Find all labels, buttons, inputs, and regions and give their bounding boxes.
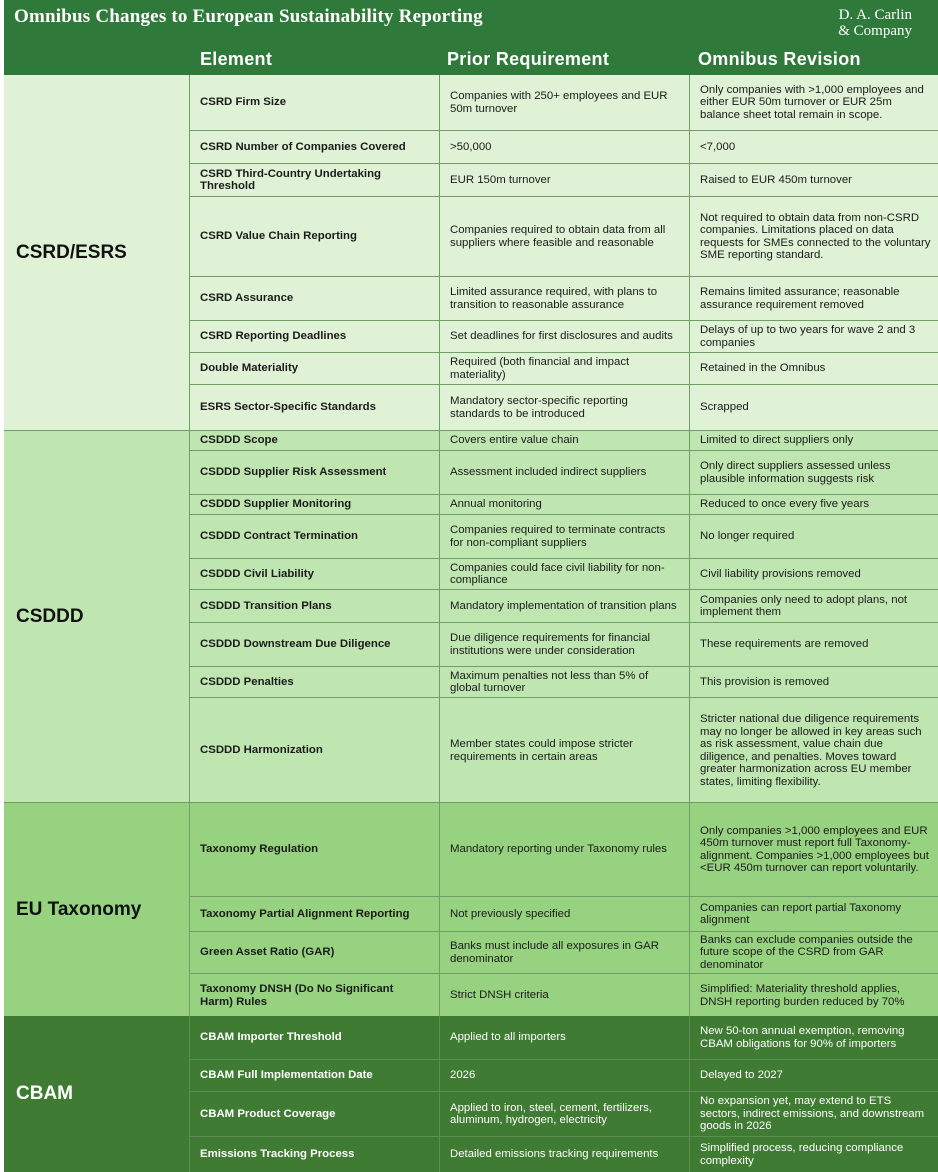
- column-header-prior: Prior Requirement: [447, 49, 610, 69]
- prior-cell: >50,000: [440, 131, 690, 163]
- table-row: [190, 1137, 938, 1172]
- element-cell: CSDDD Supplier Monitoring: [190, 495, 440, 514]
- table-row: [190, 667, 938, 698]
- prior-cell: Set deadlines for first disclosures and audits: [440, 321, 690, 352]
- section-cbam: [4, 1016, 938, 1172]
- revision-cell: Simplified process, reducing compliance complexity: [700, 1142, 904, 1167]
- revision-cell: Reduced to once every five years: [700, 498, 870, 511]
- table-row: [190, 590, 938, 623]
- section-csddd: [4, 430, 938, 802]
- revision-cell: Only companies >1,000 employees and EUR 450m turnover must report full Taxonomy-alignment. Companies >1,000 employees but <EUR 450m turnover can report voluntarily.: [700, 824, 929, 874]
- table-row: [190, 559, 938, 590]
- section-eu-taxonomy: [4, 802, 938, 1016]
- prior-cell: Mandatory implementation of transition plans: [440, 590, 690, 622]
- element-cell: Taxonomy Regulation: [190, 803, 440, 896]
- element-cell: CSRD Firm Size: [190, 75, 440, 130]
- revision-cell: Companies only need to adopt plans, not implement them: [700, 593, 908, 618]
- prior-cell: EUR 150m turnover: [440, 164, 690, 196]
- prior-cell: Companies could face civil liability for non-compliance: [440, 559, 690, 589]
- revision-cell: Delayed to 2027: [700, 1069, 783, 1082]
- revision-cell: Raised to EUR 450m turnover: [700, 173, 852, 186]
- element-cell: CSDDD Contract Termination: [190, 515, 440, 558]
- element-cell: Taxonomy DNSH (Do No Significant Harm) Rules: [190, 974, 440, 1017]
- prior-cell: Member states could impose stricter requirements in certain areas: [440, 698, 690, 803]
- prior-cell: Applied to all importers: [440, 1016, 690, 1059]
- table-row: [190, 431, 938, 451]
- table-row: [190, 131, 938, 164]
- revision-cell: Not required to obtain data from non-CSRD companies. Limitations placed on data requests for SMEs connected to the voluntary SME reporting standard.: [700, 211, 931, 261]
- section-label: CBAM: [4, 1016, 190, 1172]
- element-cell: CSRD Value Chain Reporting: [190, 197, 440, 276]
- revision-cell: These requirements are removed: [700, 638, 869, 651]
- table-row: [190, 451, 938, 495]
- section-csrd-esrs: [4, 75, 938, 430]
- revision-cell: Delays of up to two years for wave 2 and 3 companies: [700, 324, 916, 349]
- table-row: [190, 277, 938, 321]
- prior-cell: Maximum penalties not less than 5% of global turnover: [440, 667, 690, 697]
- table-header: [4, 46, 938, 75]
- revision-cell: Only companies with >1,000 employees and either EUR 50m turnover or EUR 25m balance sheet total remain in scope.: [700, 83, 924, 121]
- element-cell: CSDDD Transition Plans: [190, 590, 440, 622]
- prior-cell: Companies with 250+ employees and EUR 50m turnover: [440, 75, 690, 130]
- revision-cell: Scrapped: [700, 401, 749, 414]
- revision-cell: New 50-ton annual exemption, removing CBAM obligations for 90% of importers: [700, 1025, 905, 1050]
- prior-cell: Companies required to terminate contracts for non-compliant suppliers: [440, 515, 690, 558]
- title-bar: [4, 0, 938, 46]
- element-cell: CSDDD Downstream Due Diligence: [190, 623, 440, 666]
- company-logo: [838, 7, 912, 39]
- table-row: [190, 75, 938, 131]
- section-label: CSDDD: [4, 431, 190, 802]
- element-cell: CSDDD Harmonization: [190, 698, 440, 803]
- section-label: CSRD/ESRS: [4, 75, 190, 430]
- element-cell: CSDDD Civil Liability: [190, 559, 440, 589]
- section-label: EU Taxonomy: [4, 803, 190, 1016]
- table-row: [190, 1016, 938, 1060]
- prior-cell: Mandatory reporting under Taxonomy rules: [440, 803, 690, 896]
- prior-cell: Limited assurance required, with plans to transition to reasonable assurance: [440, 277, 690, 320]
- column-header-revision: Omnibus Revision: [698, 49, 861, 69]
- element-cell: CSRD Third-Country Undertaking Threshold: [190, 164, 440, 196]
- revision-cell: Banks can exclude companies outside the future scope of the CSRD from GAR denominator: [700, 933, 913, 971]
- logo-line-1: D. A. Carlin: [838, 7, 912, 23]
- table-row: [190, 353, 938, 385]
- element-cell: CBAM Importer Threshold: [190, 1016, 440, 1059]
- element-cell: Green Asset Ratio (GAR): [190, 932, 440, 973]
- element-cell: CSDDD Scope: [190, 431, 440, 450]
- revision-cell: Remains limited assurance; reasonable assurance requirement removed: [700, 286, 900, 311]
- table-row: [190, 515, 938, 559]
- element-cell: ESRS Sector-Specific Standards: [190, 385, 440, 430]
- revision-cell: Retained in the Omnibus: [700, 362, 826, 375]
- element-cell: Emissions Tracking Process: [190, 1137, 440, 1172]
- prior-cell: 2026: [440, 1060, 690, 1091]
- table-row: [190, 495, 938, 515]
- table-row: [190, 197, 938, 277]
- table-row: [190, 698, 938, 803]
- table-row: [190, 164, 938, 197]
- column-header-element: Element: [200, 49, 273, 69]
- table-row: [190, 385, 938, 430]
- prior-cell: Annual monitoring: [440, 495, 690, 514]
- revision-cell: No longer required: [700, 530, 795, 543]
- revision-cell: Simplified: Materiality threshold applies, DNSH reporting burden reduced by 70%: [700, 983, 905, 1008]
- page-title: Omnibus Changes to European Sustainability Reporting: [14, 6, 483, 27]
- prior-cell: Applied to iron, steel, cement, fertilizers, aluminum, hydrogen, electricity: [440, 1092, 690, 1136]
- revision-cell: Limited to direct suppliers only: [700, 434, 854, 447]
- element-cell: CSRD Number of Companies Covered: [190, 131, 440, 163]
- table-row: [190, 897, 938, 932]
- logo-line-2: & Company: [838, 23, 912, 39]
- revision-cell: This provision is removed: [700, 675, 830, 688]
- prior-cell: Required (both financial and impact materiality): [440, 353, 690, 384]
- revision-cell: Stricter national due diligence requirements may no longer be allowed in key areas such as risk assessment, value chain due diligence, and penalties. Moves toward greater harmonization across EU member states, limiting flexibility.: [700, 713, 922, 788]
- element-cell: Taxonomy Partial Alignment Reporting: [190, 897, 440, 931]
- prior-cell: Mandatory sector-specific reporting standards to be introduced: [440, 385, 690, 430]
- element-cell: Double Materiality: [190, 353, 440, 384]
- element-cell: CSRD Assurance: [190, 277, 440, 320]
- infographic: [4, 0, 938, 1172]
- revision-cell: No expansion yet, may extend to ETS sectors, indirect emissions, and downstream goods in 2026: [700, 1095, 925, 1133]
- table-row: [190, 321, 938, 353]
- table-row: [190, 932, 938, 974]
- revision-cell: Companies can report partial Taxonomy alignment: [700, 901, 902, 926]
- element-cell: CSRD Reporting Deadlines: [190, 321, 440, 352]
- table-row: [190, 623, 938, 667]
- prior-cell: Not previously specified: [440, 897, 690, 931]
- prior-cell: Companies required to obtain data from all suppliers where feasible and reasonable: [440, 197, 690, 276]
- table-row: [190, 803, 938, 897]
- prior-cell: Assessment included indirect suppliers: [440, 451, 690, 494]
- element-cell: CSDDD Supplier Risk Assessment: [190, 451, 440, 494]
- revision-cell: Only direct suppliers assessed unless plausible information suggests risk: [700, 460, 891, 485]
- table-row: [190, 974, 938, 1017]
- table-row: [190, 1060, 938, 1092]
- element-cell: CBAM Product Coverage: [190, 1092, 440, 1136]
- element-cell: CBAM Full Implementation Date: [190, 1060, 440, 1091]
- element-cell: CSDDD Penalties: [190, 667, 440, 697]
- prior-cell: Strict DNSH criteria: [440, 974, 690, 1017]
- revision-cell: <7,000: [700, 140, 736, 153]
- prior-cell: Covers entire value chain: [440, 431, 690, 450]
- prior-cell: Detailed emissions tracking requirements: [440, 1137, 690, 1172]
- table-row: [190, 1092, 938, 1137]
- prior-cell: Due diligence requirements for financial institutions were under consideration: [440, 623, 690, 666]
- revision-cell: Civil liability provisions removed: [700, 567, 861, 580]
- prior-cell: Banks must include all exposures in GAR denominator: [440, 932, 690, 973]
